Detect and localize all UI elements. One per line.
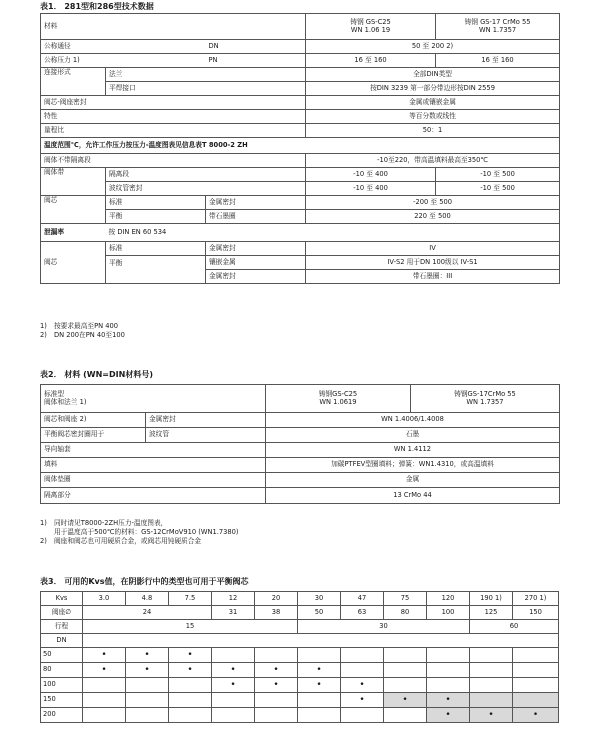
empty-cell <box>212 708 255 723</box>
seat-diameter-row: 阀座∅ 24 31 38 50 63 80 100 125 150 <box>41 606 559 620</box>
leakage-balanced-row: 平衡 镶嵌金属 IV-S2 用于DN 100级以 IV-S1 <box>41 256 560 270</box>
availability-dot <box>470 708 513 723</box>
availability-dot <box>126 648 169 663</box>
seal-row: 阀芯-阀座密封 金属或镶嵌金属 <box>41 96 560 110</box>
empty-cell <box>513 663 559 678</box>
table1-header-row <box>41 14 560 40</box>
dot-mark: • <box>316 679 322 690</box>
kvs-value: 47 <box>341 592 384 606</box>
dot-mark: • <box>144 649 150 660</box>
empty-cell <box>83 693 126 708</box>
dot-mark: • <box>402 694 408 705</box>
table2-notes <box>40 519 238 546</box>
empty-cell <box>341 663 384 678</box>
table1-note: 1) 按要求最高至PN 400 <box>40 322 119 330</box>
table2-title: 表2． 材料 (WN=DIN材料号) <box>40 370 153 379</box>
availability-dot <box>126 663 169 678</box>
dn-row: 公称通径 DN 50 至 200 2) <box>41 40 560 54</box>
empty-cell <box>513 693 559 708</box>
availability-dot <box>255 663 298 678</box>
availability-dot <box>427 693 470 708</box>
empty-cell <box>384 648 427 663</box>
dot-mark: • <box>187 649 193 660</box>
availability-dot <box>83 663 126 678</box>
empty-cell <box>513 648 559 663</box>
empty-cell <box>83 678 126 693</box>
availability-dot <box>341 678 384 693</box>
kvs-value: 190 1) <box>470 592 513 606</box>
dot-mark: • <box>488 709 494 720</box>
leakage-graphite-row: 金属密封 带石墨圈：III <box>41 270 560 284</box>
empty-cell <box>341 708 384 723</box>
empty-cell <box>470 663 513 678</box>
table1-note: 2) DN 200在PN 40至100 <box>40 331 125 340</box>
connection-weld-row: 平焊接口 按DIN 3239 第一部分带边形按DIN 2559 <box>41 82 560 96</box>
dot-mark: • <box>230 679 236 690</box>
gasket-row: 阀体垫圈 金属 <box>41 473 560 488</box>
availability-dot <box>298 678 341 693</box>
empty-cell <box>341 648 384 663</box>
availability-dot <box>255 678 298 693</box>
dn-row-80 <box>41 663 559 678</box>
material-label: 材料 <box>41 14 306 40</box>
dot-mark: • <box>359 679 365 690</box>
availability-dot <box>384 693 427 708</box>
dot-mark: • <box>144 664 150 675</box>
empty-cell <box>298 708 341 723</box>
availability-dot <box>83 648 126 663</box>
table3-title: 表3． 可用的Kvs值，在阴影行中的类型也可用于平衡阀芯 <box>40 577 249 586</box>
packing-row: 填料 加碳PTFEV型圈填料；弹簧：WN1.4310，或高温填料 <box>41 458 560 473</box>
table2-note: 用于温度高于500℃的材料：GS-12CrMoV910 (WN1.7380) <box>54 528 239 537</box>
empty-cell <box>427 648 470 663</box>
table3 <box>40 591 559 723</box>
empty-cell <box>255 648 298 663</box>
dot-mark: • <box>316 664 322 675</box>
dot-mark: • <box>445 709 451 720</box>
empty-cell <box>255 693 298 708</box>
empty-cell <box>298 693 341 708</box>
empty-cell <box>470 648 513 663</box>
material2-col2: 铸钢GS-17CrMo 55 WN 1.7357 <box>411 385 560 413</box>
dn-header-row: DN <box>41 634 559 648</box>
empty-cell <box>470 693 513 708</box>
kvs-row <box>41 592 559 606</box>
dn-value: 150 <box>41 693 83 708</box>
dot-mark: • <box>273 664 279 675</box>
material-col1: 铸钢 GS-C25 WN 1.06 19 <box>306 14 436 40</box>
kvs-value: 4.8 <box>126 592 169 606</box>
availability-dot <box>212 678 255 693</box>
empty-cell <box>298 648 341 663</box>
dot-mark: • <box>273 679 279 690</box>
dn-value: 200 <box>41 708 83 723</box>
balance-seal-row: 平衡阀芯密封圈用于 波纹管 石墨 <box>41 428 560 443</box>
dn-row-150 <box>41 693 559 708</box>
empty-cell <box>384 663 427 678</box>
empty-cell <box>513 678 559 693</box>
dn-rows <box>41 648 559 723</box>
empty-cell <box>126 693 169 708</box>
seat-row: 阀芯和阀座 2) 金属密封 WN 1.4006/1.4008 <box>41 413 560 428</box>
guide-row: 导向轴套 WN 1.4112 <box>41 443 560 458</box>
availability-dot <box>513 708 559 723</box>
table2-header-row <box>41 385 560 413</box>
empty-cell <box>384 708 427 723</box>
temp-body-bellows-row: 波纹管密封 -10 至 400 -10 至 500 <box>41 182 560 196</box>
kvs-value: 12 <box>212 592 255 606</box>
dot-mark: • <box>101 664 107 675</box>
table1 <box>40 13 560 284</box>
empty-cell <box>169 708 212 723</box>
availability-dot <box>298 663 341 678</box>
temp-plug-balanced-row: 平衡 带石墨圈 220 至 500 <box>41 210 560 224</box>
kvs-value: 270 1) <box>513 592 559 606</box>
dn-row-100 <box>41 678 559 693</box>
table2 <box>40 384 560 504</box>
dot-mark: • <box>532 709 539 720</box>
kvs-value: 20 <box>255 592 298 606</box>
empty-cell <box>169 693 212 708</box>
table1-notes <box>40 322 125 340</box>
empty-cell <box>470 678 513 693</box>
temp-header-row: 温度范围℃，允许工作压力按压力-温度图表见信息表T 8000-2 ZH <box>41 138 560 154</box>
dot-mark: • <box>359 694 365 705</box>
dn-row-200 <box>41 708 559 723</box>
kvs-value: 30 <box>298 592 341 606</box>
empty-cell <box>212 693 255 708</box>
dn-value: 80 <box>41 663 83 678</box>
dot-mark: • <box>187 664 193 675</box>
temp-plug-standard-row: 阀芯 标准 金属密封 -200 至 500 <box>41 196 560 210</box>
kvs-label: Kvs <box>41 592 83 606</box>
table2-note: 1) 同时请见T8000-2ZH压力-温度图表， <box>40 519 168 527</box>
leakage-header-row: 泄漏率 按 DIN EN 60 534 <box>41 224 560 242</box>
material2-col1: 铸钢GS-C25 WN 1.0619 <box>266 385 411 413</box>
empty-cell <box>126 678 169 693</box>
kvs-value: 75 <box>384 592 427 606</box>
temp-noins-row: 阀体不带隔离段 -10至220，带高温填料最高至350℃ <box>41 154 560 168</box>
kvs-value: 3.0 <box>83 592 126 606</box>
kvs-value: 120 <box>427 592 470 606</box>
kvs-value: 7.5 <box>169 592 212 606</box>
availability-dot <box>212 663 255 678</box>
isolation-row: 隔离部分 13 CrMo 44 <box>41 488 560 504</box>
empty-cell <box>255 708 298 723</box>
empty-cell <box>83 708 126 723</box>
stroke-row: 行程 15 30 60 <box>41 620 559 634</box>
availability-dot <box>169 663 212 678</box>
connection-flange-row: 连接形式 法兰 全部DIN类型 <box>41 68 560 82</box>
dn-value: 100 <box>41 678 83 693</box>
availability-dot <box>341 693 384 708</box>
dn-row-50 <box>41 648 559 663</box>
characteristic-row: 特性 等百分数或线性 <box>41 110 560 124</box>
temp-body-insulation-row: 阀体带 隔离段 -10 至 400 -10 至 500 <box>41 168 560 182</box>
dot-mark: • <box>445 694 451 705</box>
material-col2: 铸钢 GS-17 CrMo 55 WN 1.7357 <box>436 14 560 40</box>
rangeability-row: 量程比 50：1 <box>41 124 560 138</box>
availability-dot <box>427 708 470 723</box>
empty-cell <box>427 678 470 693</box>
dot-mark: • <box>101 649 107 660</box>
empty-cell <box>427 663 470 678</box>
table1-title: 表1． 281型和286型技术数据 <box>40 2 154 11</box>
pn-row: 公称压力 1) PN 16 至 160 16 至 160 <box>41 54 560 68</box>
availability-dot <box>169 648 212 663</box>
empty-cell <box>212 648 255 663</box>
empty-cell <box>384 678 427 693</box>
empty-cell <box>169 678 212 693</box>
standard-label: 标准型 阀体和法兰 1) <box>41 385 266 413</box>
table2-note: 2) 阀座和阀芯也可用硬质合金，或阀芯用钝硬质合金 <box>40 537 202 546</box>
dot-mark: • <box>230 664 236 675</box>
empty-cell <box>126 708 169 723</box>
dn-value: 50 <box>41 648 83 663</box>
leakage-standard-row: 阀芯 标准 金属密封 IV <box>41 242 560 256</box>
